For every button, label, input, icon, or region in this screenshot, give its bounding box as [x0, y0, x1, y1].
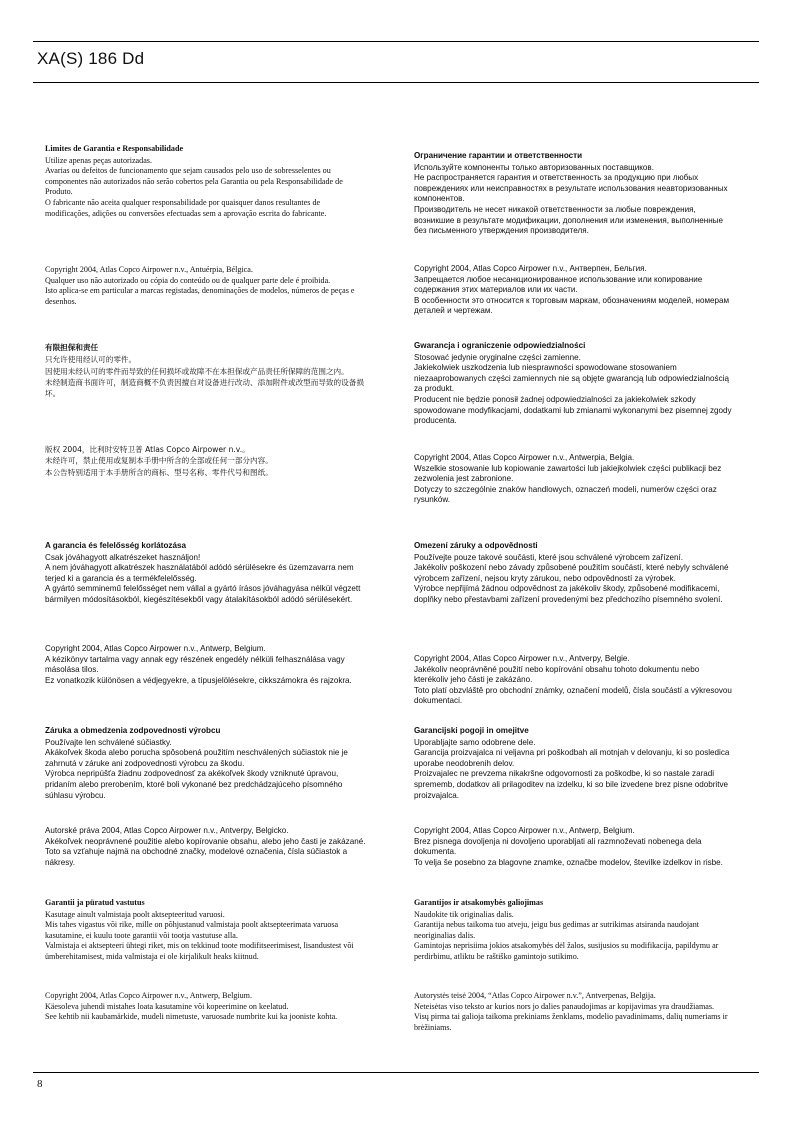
warranty-section-pl [414, 341, 732, 427]
section-body: Csak jóváhagyott alkatrészeket használjon! A nem jóváhagyott alkatrészek használatából adódó sérülésekre és üzemzavarra nem terjed ki a garancia és a termékfelelősség. A gyártó semminemű felelősséget nem vállal a gyártó írásos jóváhagyása nélkül végzett bármilyen módosításokból, kiegészítésekből vagy átalakításokból adódó sérülésekért. [45, 552, 361, 604]
copyright-text: 版权 2004，比利时安特卫普 Atlas Copco Airpower n.v.。 未经许可，禁止使用或复制本手册中所含的全部或任何一部分内容。 本公告特别适用于本手册所含的商标、型号名称、零件代号和图纸。 [45, 445, 273, 477]
copyright-text: Copyright 2004, Atlas Copco Airpower n.v., Antverpy, Belgie. Jakékoliv neoprávněné použití nebo kopírování obsahu tohoto dokumentu nebo kterékoliv jeho části je zakázáno. Toto platí obzvláště pro obchodní známky, označení modelů, čísla součástí a výkresovou dokumentaci. [414, 654, 732, 706]
copyright-section-pt [45, 265, 367, 307]
page-title: XA(S) 186 Dd [37, 49, 145, 68]
copyright-text: Copyright 2004, Atlas Copco Airpower n.v., Antuérpia, Bélgica. Qualquer uso não autorizado ou cópia do conteúdo ou de qualquer parte dele é proibida. Isto aplica-se em particular a marcas registadas, denominações de modelos, números de peças e desenhos. [45, 265, 355, 306]
copyright-section-lt [414, 991, 732, 1033]
copyright-section-cs [414, 654, 732, 707]
copyright-text: Autorystės teisė 2004, “Atlas Copco Airpower n.v.”, Antverpenas, Belgija. Neteisėtas viso teksto ar kurios nors jo dalies panaudojimas ar kopijavimas yra draudžiamas. Visų pirma tai galioja taikoma prekiniams ženklams, modelio pavadinimams, dalių numeriams ir brėžiniams. [414, 991, 728, 1032]
warranty-section-ru [414, 151, 732, 237]
section-heading: Garantijos ir atsakomybės galiojimas [414, 898, 544, 907]
section-body: Stosować jedynie oryginalne części zamienne. Jakiekolwiek uszkodzenia lub niesprawności spowodowane stosowaniem niezaaprobowanych części zamiennych nie są objęte gwarancją lub odpowiedzialnością za produkt. Producent nie będzie ponosił żadnej odpowiedzialności za jakiekolwiek szkody spowodowane modyfikacjami, dodatkami lub zmianami wykonanymi bez pisemnej zgody producenta. [414, 352, 732, 426]
section-heading: Garantii ja püratud vastutus [45, 898, 145, 907]
warranty-section-sk [45, 726, 367, 801]
section-body: Kasutage ainult valmistaja poolt aktsepteeritud varuosi. Mis tahes vigastus või rike, mille on põhjustanud valmistaja poolt aktsepteerimata varuosa kasutamine, ei kuulu toote garantii või tootja vastutuse alla. Valmistaja ei aktsepteeri ühtegi riket, mis on tekkinud toote modifitseerimisest, lisandustest või ümberehitamisest, mida valmistaja ei ole kirjalikult heaks kiitnud. [45, 909, 354, 961]
page-number: 8 [37, 1078, 43, 1090]
warranty-section-zh [45, 342, 367, 399]
warranty-section-hu [45, 541, 367, 606]
copyright-section-sl [414, 826, 732, 868]
section-body: Používajte len schválené súčiastky. Akákoľvek škoda alebo porucha spôsobená použitím neschválených súčiastok nie je zahrnutá v záruke ani zodpovednosti výrobcu za škodu. Výrobca nepripúšťa žiadnu zodpovednosť za akékoľvek škody vzniknuté úpravou, pridaním alebo prerobením, ktoré boli vykonané bez predchádzajúceho písomného súhlasu výrobcu. [45, 737, 348, 800]
section-heading: A garancia és felelősség korlátozása [45, 541, 186, 550]
copyright-section-ru [414, 264, 732, 317]
warranty-section-pt [45, 144, 367, 219]
copyright-text: Copyright 2004, Atlas Copco Airpower n.v., Antwerp, Belgium. Brez pisnega dovoljenja ni dovoljeno uporabljati ali razmnoževati nobenega dela dokumenta. To velja še posebno za blagovne znamke, označbe modelov, številke izdelkov in risbe. [414, 826, 723, 867]
section-body: Utilize apenas peças autorizadas. Avarias ou defeitos de funcionamento que sejam causados pelo uso de sobresselentes ou componentes não autorizados não serão cobertos pela Garantia ou pela Responsabilidade de Produto. O fabricante não aceita qualquer responsabilidade por quaisquer danos resultantes de modificações, adições ou conversões efectuadas sem a aprovação escrita do fabricante. [45, 155, 343, 218]
copyright-text: Autorské práva 2004, Atlas Copco Airpower n.v., Antverpy, Belgicko. Akékoľvek neoprávnené použitie alebo kopírovanie obsahu, alebo jeho časti je zakázané. Toto sa vzťahuje najmä na obchodné značky, modelové označenia, čísla súčiastok a nákresy. [45, 826, 366, 867]
section-heading: 有限担保和责任 [45, 343, 99, 352]
section-body: Používejte pouze takové součásti, které jsou schválené výrobcem zařízení. Jakékoliv poškození nebo závady způsobené použitím součástí, které nebyly schválené výrobcem zařízení, nejsou kryty zárukou, nebo odpovědností za výrobek. Výrobce nepřijímá žádnou odpovědnost za jakékoliv škody, způsobené modifikacemi, doplňky nebo přestavbami zařízení provedenými bez předchozího písemného svolení. [414, 552, 729, 604]
section-body: Uporabljajte samo odobrene dele. Garancija proizvajalca ni veljavna pri poškodbah ali motnjah v delovanju, ki so posledica uporabe neodobrenih delov. Proizvajalec ne prevzema nikakršne odgovornosti za poškodbe, ki so nastale zaradi sprememb, dodatkov ali prilagoditev na izdelku, ki so bile izvedene brez pisne odobritve proizvajalca. [414, 737, 730, 800]
copyright-section-hu [45, 644, 367, 686]
section-body: Используйте компоненты только авторизованных поставщиков. Не распространяется гарантия и ответственность за продукцию при любых повреждениях или неисправностях в результате использования неавторизованных компонентов. Производитель не несет никакой ответственности за любые повреждения, возникшие в результате модификации, дополнения или изменения, выполненные без письменного утверждения производителя. [414, 162, 728, 236]
section-body: 只允许使用经认可的零件。 因使用未经认可的零件而导致的任何损坏或故障不在本担保或产品责任所保障的范围之内。 未经制造商书面许可，制造商概不负责因擅自对设备进行改动、添加附件或改型而导致的设备损坏。 [45, 355, 364, 399]
warranty-section-et [45, 898, 367, 963]
copyright-section-et [45, 991, 367, 1023]
section-heading: Garancijski pogoji in omejitve [414, 726, 529, 735]
warranty-section-sl [414, 726, 732, 801]
copyright-text: Copyright 2004, Atlas Copco Airpower n.v., Antwerp, Belgium. Käesoleva juhendi mistahes loata kasutamine või kopeerimine on keelatud. See kehtib nii kaubamärkide, mudeli nimetuste, varuosade numbrite kui ka jooniste kohta. [45, 991, 338, 1022]
section-heading: Záruka a obmedzenia zodpovednosti výrobcu [45, 726, 221, 735]
copyright-section-zh [45, 444, 367, 478]
footer-rule [33, 1072, 759, 1073]
section-heading: Limites de Garantia e Responsabilidade [45, 144, 184, 153]
section-heading: Omezení záruky a odpovědnosti [414, 541, 538, 550]
section-heading: Gwarancja i ograniczenie odpowiedzialności [414, 341, 586, 350]
warranty-section-lt [414, 898, 732, 963]
section-heading: Ограничение гарантии и ответственности [414, 151, 583, 160]
copyright-section-pl [414, 453, 732, 506]
section-body: Naudokite tik originalias dalis. Garantija nebus taikoma tuo atveju, jeigu bus gedimas ar sutrikimas atsiranda naudojant neoriginalias dalis. Gamintojas neprisiima jokios atsakomybės dėl žalos, susijusios su modifikacija, papildymu ar perdirbimu, atliktu be raštiško gamintojo sutikimo. [414, 909, 719, 961]
copyright-text: Copyright 2004, Atlas Copco Airpower n.v., Antwerp, Belgium. A kézikönyv tartalma vagy annak egy részének engedély nélküli felhasználása vagy másolása tilos. Ez vonatkozik különösen a védjegyekre, a típusjelölésekre, cikkszámokra és rajzokra. [45, 644, 352, 685]
header-bottom-rule [33, 82, 759, 83]
copyright-text: Copyright 2004, Atlas Copco Airpower n.v., Antwerpia, Belgia. Wszelkie stosowanie lub kopiowanie zawartości lub jakiejkolwiek części publikacji bez zezwolenia jest zabronione. Dotyczy to szczególnie znaków handlowych, oznaczeń modeli, numerów części oraz rysunków. [414, 453, 722, 505]
warranty-section-cs [414, 541, 732, 606]
copyright-text: Copyright 2004, Atlas Copco Airpower n.v., Антверпен, Бельгия. Запрещается любое несанкционированное использование или копирование содержания этих материалов или их части. В особенности это относится к торговым маркам, обозначениям моделей, номерам деталей и чертежам. [414, 264, 730, 316]
copyright-section-sk [45, 826, 367, 868]
header-top-rule [33, 41, 759, 42]
